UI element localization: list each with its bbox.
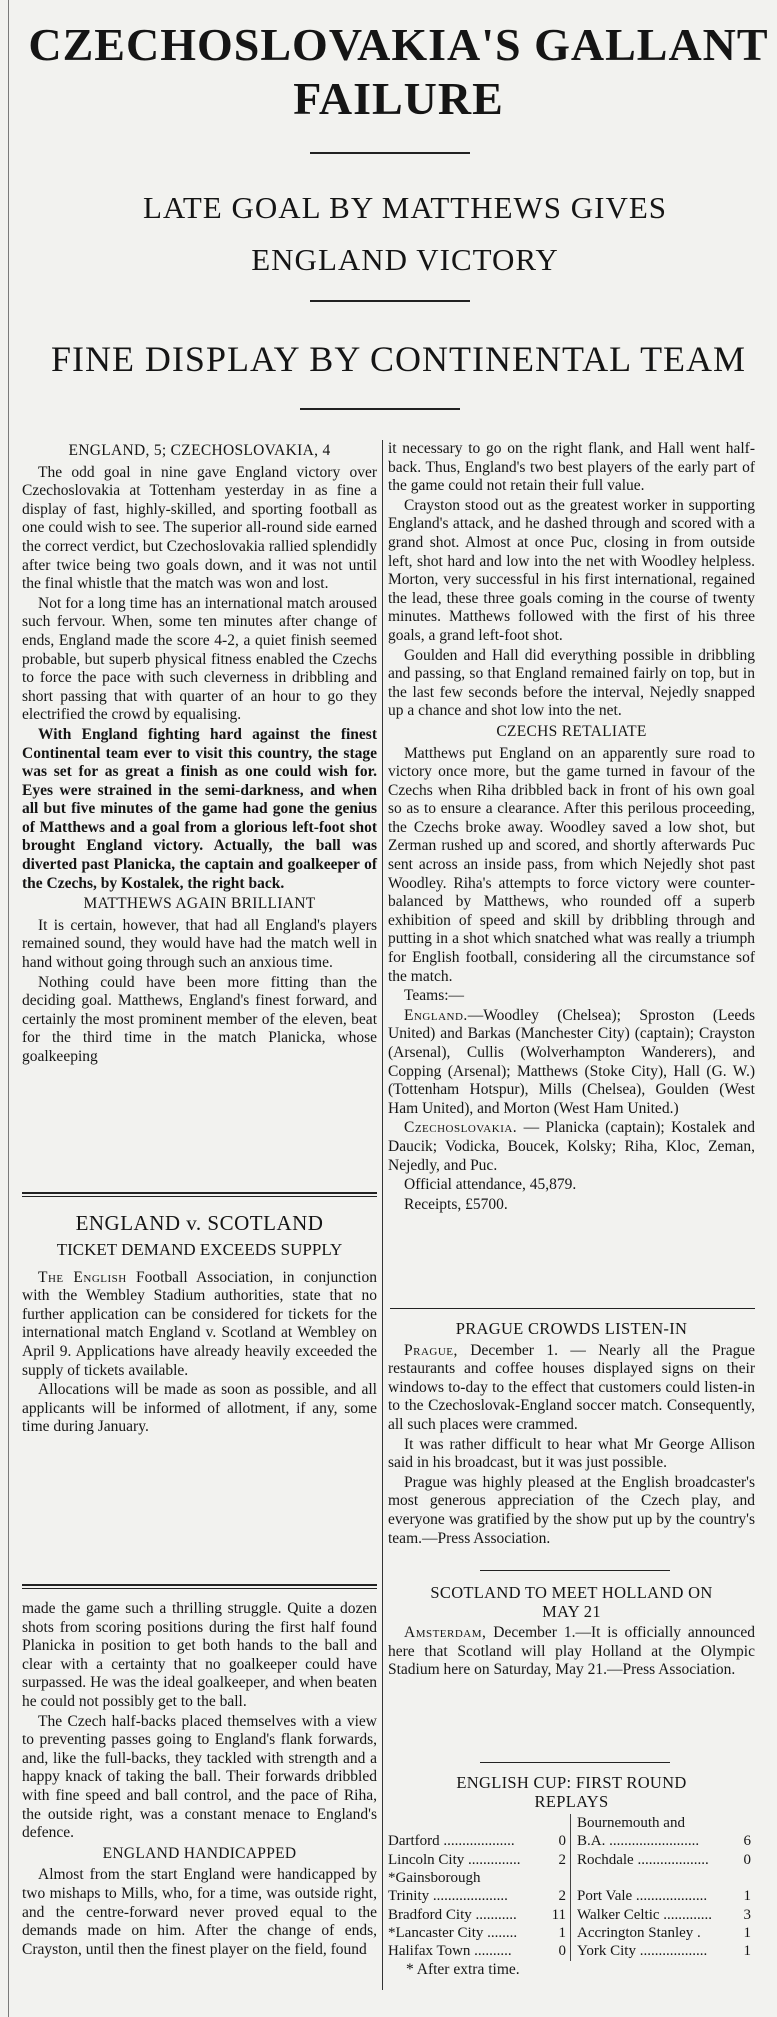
home-team: Trinity .................... — [388, 1888, 508, 1905]
scotland-ticket-box — [22, 1192, 377, 1587]
away-score: 3 — [743, 1906, 751, 1923]
crossheading: CZECHS RETALIATE — [496, 722, 647, 740]
team-lineup: —Woodley (Chelsea); Sproston (Leeds United) and Barkas (Manchester City) (captain); Crayston (Arsenal), Cullis (Wolverhampton Wanderers), and Copping (Arsenal); Matthews (Stoke City), Hall (G. W.) (Tottenham Hotspur), Mills (Chelsea), Goulden (West Ham United), and Morton (West Ham United.) — [388, 1006, 755, 1117]
report-column-right — [388, 440, 755, 1215]
prague-article — [388, 1318, 755, 1549]
paragraph: it necessary to go on the right flank, and Hall went half-back. Thus, England's two best players of the early part of the game could not retain their full value. — [388, 440, 755, 495]
away-score — [741, 1814, 755, 1832]
home-score: 11 — [551, 1906, 567, 1923]
cup-row — [388, 1924, 755, 1942]
cup-row — [388, 1814, 755, 1832]
sub-headline: LATE GOAL BY MATTHEWS GIVES ENGLAND VICTORY — [142, 190, 668, 277]
home-team: Halifax Town .......... — [388, 1943, 512, 1960]
divider — [300, 408, 460, 410]
paragraph: Almost from the start England were handicapped by two mishaps to Mills, who, for a time, was outside right, and the centre-forward never proved equal to the demands made on him. After the change of ends, Crayston, until then the finest player on the field, found — [22, 1866, 377, 1958]
article-title: PRAGUE CROWDS LISTEN-IN — [455, 1319, 688, 1338]
paragraph: Matthews put England on an apparently sure road to victory once more, but the game turned in favour of the Czechs when Riha dribbled back in front of his own goal so as to ensure a clearance. After this perilous proceeding, the Czechs broke away. Woodley saved a low shot, but Zerman rushed up and scored, and shortly afterwards Puc sent across an inside pass, from which Nejedly shot past Woodley. Riha's attempts to force victory were counter-balanced by Matthews, who rounded off a superb exhibition of speed and skill by dribbling through and putting in a shot which snatched what was really a triumph for English football, considering all the circumstance sof the match. — [388, 744, 755, 985]
paragraph: Football Association, in conjunction with the Wembley Stadium authorities, state that no further application can be considered for tickets for the international match England v. Scotland at Wembley on April 9. Applications have already heavily exceeded the supply of tickets available. — [22, 1268, 377, 1379]
home-team: *Lancaster City ........ — [388, 1924, 518, 1941]
home-score — [548, 1814, 571, 1832]
away-score: 6 — [743, 1833, 751, 1850]
paragraph: Crayston stood out as the greatest worker in supporting England's attack, and he dashed through and scored with a grand shot. Almost at once Puc, closing in from outside left, shot hard and low into the net with Woodley helpless. Morton, very successful in his first international, regained the lead, these three goals coming in the course of twenty minutes. Matthews followed with the first of his three goals, a grand left-foot shot. — [388, 496, 755, 644]
paragraph: It is certain, however, that had all England's players remained sound, they would have had the match well in hand without going through such an anxious time. — [22, 916, 377, 972]
divider — [310, 152, 470, 154]
away-score — [741, 1869, 755, 1887]
paragraph: The Czech half-backs placed themselves with a view to preventing passes going to England's flank forwards, and, like the full-backs, they tackled with strength and a happy knack of taking the ball. Their forwards dribbled with fine speed and ball control, and the pace of Riha, the outside right, was a constant menace to England's defence. — [22, 1712, 377, 1842]
main-headline: CZECHOSLOVAKIA'S GALLANT FAILURE — [28, 19, 769, 124]
paragraph: December 1. — Nearly all the Prague restaurants and coffee houses displayed signs on their windows to-day to the effect that customers could listen-in to the Czechoslovak-England soccer match. Consequently, all such places were crammed. — [388, 1341, 755, 1433]
home-score: 0 — [558, 1833, 567, 1850]
cup-row — [388, 1832, 755, 1850]
away-score: 1 — [743, 1924, 751, 1941]
paragraph: Nothing could have been more fitting than the deciding goal. Matthews, England's finest forward, and certainly the most prominent member of the eleven, beat for the third time in the match Planicka, whose goalkeeping — [22, 973, 377, 1065]
box-top-rule — [22, 1192, 377, 1197]
paragraph: Allocations will be made as soon as possible, and all applicants will be informed of allotment, if any, some time during January. — [22, 1381, 377, 1436]
paragraph: Goulden and Hall did everything possible in dribbling and passing, so that England remained fairly on top, but in the last few seconds before the interval, Nejedly snapped up a chance and shot low into the net. — [388, 646, 755, 720]
home-team: Bradford City ........... — [388, 1906, 517, 1923]
cup-row — [388, 1869, 755, 1887]
home-score — [548, 1869, 571, 1887]
team-label: Czechoslovakia. — [404, 1119, 518, 1137]
paragraph: It was rather difficult to hear what Mr George Allison said in his broadcast, but it was just possible. — [388, 1435, 755, 1472]
cup-title: ENGLISH CUP: FIRST ROUND REPLAYS — [456, 1773, 687, 1811]
divider — [310, 300, 470, 302]
dateline: Amsterdam, — [404, 1624, 487, 1642]
teams-label: Teams:— — [404, 987, 465, 1005]
away-team — [571, 1869, 742, 1887]
receipts: Receipts, £5700. — [404, 1195, 508, 1213]
away-team: Bournemouth and — [571, 1814, 742, 1832]
cup-table — [388, 1814, 755, 1960]
dateline: Prague, — [404, 1341, 458, 1359]
column-rule — [382, 440, 383, 1990]
crossheading: MATTHEWS AGAIN BRILLIANT — [83, 895, 316, 913]
paragraph: With England fighting hard against the finest Continental team ever to visit this country, the stage was set for as great a finish as one could wish for. Eyes were strained in the semi-darkness, and when all but five minutes of the game had gone the genius of Matthews and a goal from a glorious left-foot shot brought England victory. Actually, the ball was diverted past Planicka, the captain and goalkeeper of the Czechs, by Kostalek, the right back. — [22, 725, 377, 892]
home-score: 2 — [558, 1851, 567, 1868]
attendance: Official attendance, 45,879. — [404, 1176, 577, 1194]
box-bottom-rule — [22, 1584, 377, 1589]
article-title: SCOTLAND TO MEET HOLLAND ON MAY 21 — [430, 1583, 713, 1621]
score-line: ENGLAND, 5; CZECHOSLOVAKIA, 4 — [68, 442, 331, 459]
paragraph: Prague was highly pleased at the English broadcaster's most generous appreciation of the Czech play, and everyone was gratified by the show put up by the country's team.—Press Association. — [388, 1473, 755, 1547]
away-score: 1 — [743, 1943, 751, 1960]
home-score: 1 — [558, 1924, 567, 1941]
away-team: York City .................. — [571, 1942, 742, 1960]
away-team: B.A. ........................ — [571, 1832, 742, 1850]
box-title: ENGLAND v. SCOTLAND — [75, 1211, 324, 1235]
holland-article — [388, 1582, 755, 1681]
cup-results — [388, 1772, 755, 1979]
home-team: Dartford ................... — [388, 1833, 515, 1850]
paragraph: December 1.—It is officially announced here that Scotland will play Holland at the Olympic Stadium here on Saturday, May 21.—Press Association. — [388, 1624, 755, 1679]
away-team: Rochdale ................... — [571, 1851, 742, 1869]
report-column-left — [22, 440, 377, 1068]
report-column-left-lower — [22, 1600, 377, 1960]
divider — [390, 1308, 755, 1309]
page-edge — [8, 0, 9, 2017]
divider — [480, 1570, 670, 1571]
home-team: Lincoln City .............. — [388, 1851, 521, 1868]
home-team — [388, 1814, 548, 1832]
team-label: England. — [404, 1006, 468, 1024]
paragraph: Not for a long time has an international match aroused such fervour. When, some ten minutes after change of ends, England made the score 4-2, a quiet finish seemed probable, but superb physical fitness enabled the Czechs to force the pace with such cleverness in dribbling and short passing that with quarter of an hour to go they electrified the crowd by equalising. — [22, 594, 377, 724]
away-team: Accrington Stanley . — [571, 1924, 742, 1942]
home-team: *Gainsborough — [388, 1870, 481, 1887]
paragraph: made the game such a thrilling struggle. Quite a dozen shots from scoring positions during the first half found Planicka in position to get both hands to the ball and clear with a certainty that no goalkeeper could have surpassed. He was the ideal goalkeeper, and when beaten he could not possibly get to the ball. — [22, 1600, 377, 1710]
crossheading: ENGLAND HANDICAPPED — [102, 1844, 297, 1862]
box-subtitle: TICKET DEMAND EXCEEDS SUPPLY — [56, 1239, 343, 1259]
away-team: Port Vale ................... — [571, 1887, 742, 1905]
home-score: 2 — [558, 1888, 567, 1905]
away-score: 1 — [743, 1888, 751, 1905]
cup-row — [388, 1906, 755, 1924]
cup-row — [388, 1942, 755, 1960]
away-team: Walker Celtic ............. — [571, 1906, 742, 1924]
team-lineup: — Planicka (captain); Kostalek and Daucik; Vodicka, Boucek, Kolsky; Riha, Kloc, Zeman, Nejedly, and Puc. — [388, 1119, 755, 1174]
lead-in: The English — [38, 1268, 127, 1286]
away-score: 0 — [743, 1851, 751, 1868]
paragraph: The odd goal in nine gave England victory over Czechoslovakia at Tottenham yesterday in as fine a display of fast, highly-skilled, and sporting football as one could wish to see. The superior all-round side earned the correct verdict, but Czechoslovakia rallied splendidly after twice being two goals down, and it was not until the final whistle that the match was won and lost. — [22, 463, 377, 593]
home-score: 0 — [558, 1943, 567, 1960]
cup-row — [388, 1851, 755, 1869]
third-headline: FINE DISPLAY BY CONTINENTAL TEAM — [50, 339, 747, 379]
cup-footnote: * After extra time. — [406, 1960, 520, 1978]
cup-row — [388, 1887, 755, 1905]
divider — [480, 1762, 670, 1763]
